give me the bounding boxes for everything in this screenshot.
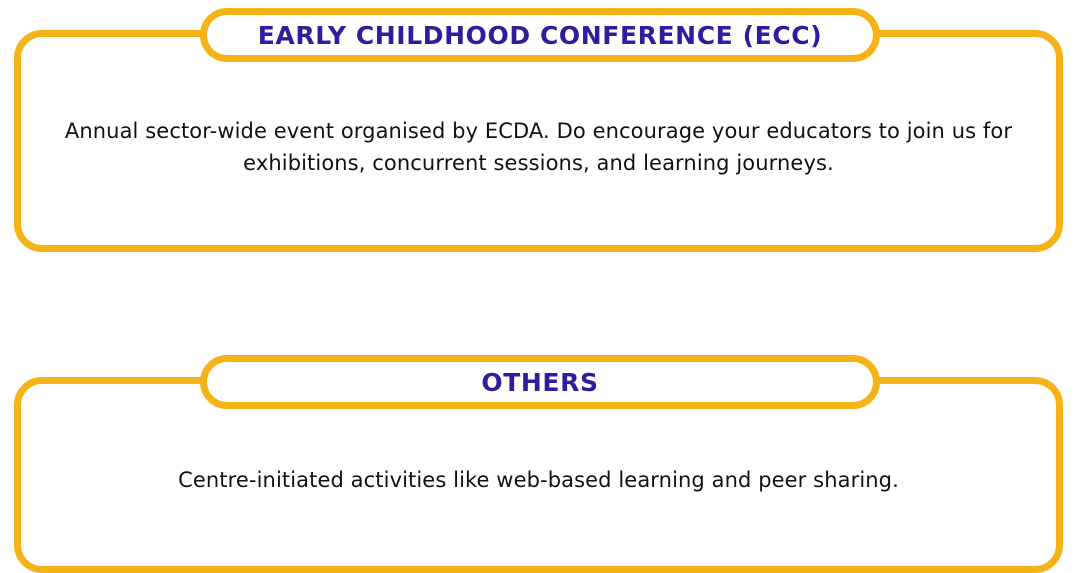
card-title: EARLY CHILDHOOD CONFERENCE (ECC) [257, 20, 823, 50]
card-title-pill [200, 8, 880, 62]
card-description: Annual sector-wide event organised by ECDA. Do encourage your educators to join us for exhibitions, concurrent sessions, and learning journeys. [64, 119, 1013, 175]
card-title: OTHERS [481, 367, 599, 397]
card-description: Centre-initiated activities like web-based learning and peer sharing. [178, 468, 899, 492]
card-title-pill [200, 355, 880, 409]
